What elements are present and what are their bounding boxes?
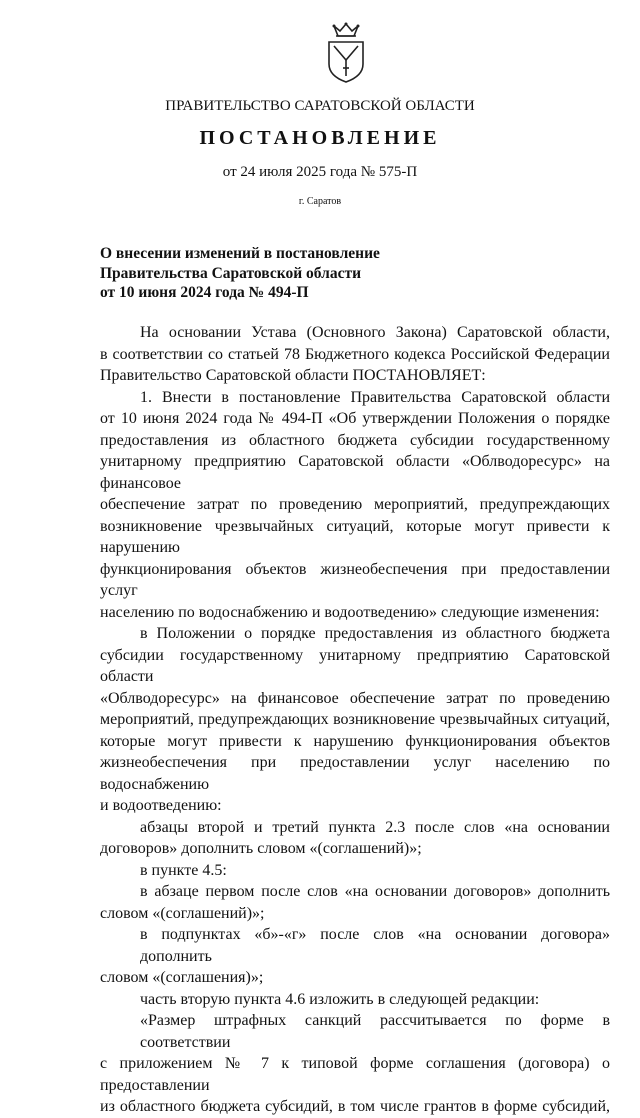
subject-line: Правительства Саратовской области — [100, 264, 361, 282]
document-city: г. Саратов — [298, 196, 342, 207]
body-text-line: «Размер штрафных санкций рассчитывается по форме в соответствии — [140, 1012, 610, 1051]
body-text-line: жизнеобеспечения при предоставлении услуг населению по водоснабжению — [100, 754, 610, 793]
body-text-line: обеспечение затрат по проведению мероприятий, предупреждающих — [100, 496, 610, 513]
subject-line: от 10 июня 2024 года № 494-П — [100, 284, 309, 301]
government-name: ПРАВИТЕЛЬСТВО САРАТОВСКОЙ ОБЛАСТИ — [165, 98, 475, 114]
body-text-line: от 10 июня 2024 года № 494-П «Об утверждении Положения о порядке — [100, 410, 610, 427]
body-text-line: в подпунктах «б»-«г» после слов «на основании договора» дополнить — [140, 926, 610, 965]
body-text-line: из областного бюджета субсидий, в том числе грантов в форме субсидий, — [100, 1098, 610, 1115]
coat-of-arms-emblem — [322, 18, 370, 84]
subject-line: О внесении изменений в постановление — [100, 245, 380, 262]
body-text-line: договоров» дополнить словом «(соглашений)»; — [100, 840, 422, 857]
body-text-line: часть вторую пункта 4.6 изложить в следующей редакции: — [140, 990, 540, 1008]
body-text-line: в абзаце первом после слов «на основании договоров» дополнить — [140, 883, 610, 900]
body-text-line: 1. Внести в постановление Правительства Саратовской области — [140, 388, 610, 406]
body-text-line: в соответствии со статьей 78 Бюджетного кодекса Российской Федерации — [100, 345, 610, 363]
body-text-line: словом «(соглашения)»; — [100, 969, 264, 986]
body-text-line: и водоотведению: — [100, 797, 222, 814]
document-type-title: ПОСТАНОВЛЕНИЕ — [199, 127, 441, 149]
body-text-line: возникновение чрезвычайных ситуаций, которые могут привести к нарушению — [100, 517, 610, 556]
body-text-line: в Положении о порядке предоставления из областного бюджета — [140, 625, 610, 642]
body-text-line: с приложением № 7 к типовой форме соглашения (договора) о предоставлении — [100, 1055, 610, 1094]
body-text-line: На основании Устава (Основного Закона) Саратовской области, — [140, 324, 610, 341]
body-text-line: населению по водоснабжению и водоотведению» следующие изменения: — [100, 603, 600, 621]
body-text-line: которые могут привести к нарушению функционирования объектов — [100, 732, 610, 750]
body-text-line: функционирования объектов жизнеобеспечения при предоставлении услуг — [100, 560, 610, 599]
body-text-line: словом «(соглашений)»; — [100, 904, 265, 922]
document-subject — [100, 244, 380, 303]
document-date-number: от 24 июля 2025 года № 575-П — [222, 164, 418, 180]
body-text-line: унитарному предприятию Саратовской области «Облводоресурс» на финансовое — [100, 453, 610, 492]
body-text-line: мероприятий, предупреждающих возникновение чрезвычайных ситуаций, — [100, 711, 610, 728]
body-text-line: Правительство Саратовской области ПОСТАНОВЛЯЕТ: — [100, 367, 486, 384]
body-text-line: в пункте 4.5: — [140, 861, 227, 879]
document-body — [100, 322, 610, 1118]
body-text-line: субсидии государственному унитарному предприятию Саратовской области — [100, 646, 610, 685]
body-text-line: предоставления из областного бюджета субсидии государственному — [100, 431, 610, 449]
body-text-line: «Облводоресурс» на финансовое обеспечение затрат по проведению — [100, 689, 610, 707]
body-text-line: абзацы второй и третий пункта 2.3 после слов «на основании — [140, 818, 610, 836]
